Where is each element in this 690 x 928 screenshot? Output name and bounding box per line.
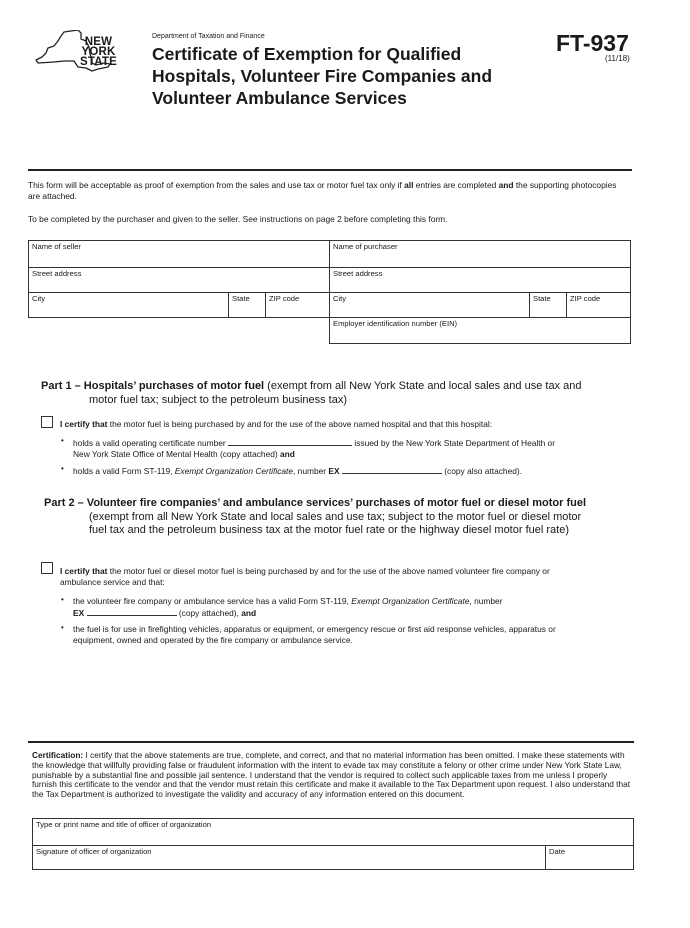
title-line: Hospitals, Volunteer Fire Companies and (152, 66, 493, 86)
form-title (152, 43, 552, 109)
bullet: • (61, 464, 64, 473)
intro-text: the supporting photocopies are attached. (28, 180, 617, 201)
certify-line: ambulance service and that: (60, 576, 165, 587)
bullet-emphasis: and (280, 448, 295, 459)
bullet-emphasis: and (241, 607, 257, 618)
field-label: City (333, 294, 347, 303)
title-line: Certificate of Exemption for Qualified (152, 44, 462, 64)
intro-emphasis: all (404, 180, 414, 190)
bullet-line: the fuel is for use in firefighting vehicles, apparatus or equipment, or emergency rescue or first aid response vehicles, apparatus or (73, 624, 556, 634)
part2-ex-number-field[interactable] (87, 607, 177, 616)
bullet: • (61, 436, 64, 445)
logo-line: STATE (80, 56, 117, 68)
bullet-text: issued by the New York State Department of Health or (354, 438, 556, 448)
certify-emphasis: I certify that (60, 419, 108, 429)
part2-bullet-2 (73, 624, 638, 645)
certification-text: I certify that the above statements are true, complete, and correct, and that no material information has been omitted. I make these statements with the knowledge that willfully providing false or fraudulent information with the intent to evade tax may constitute a felony or other crime under New York State Law, punishable by a substantial fine and possible jail sentence. I understand that the vendor is required to collect such applicable taxes from me unless I properly furnish this certificate to the vendor and that the vendor must retain this certificate and make it available to the Tax Department upon request. I also understand that the Tax Department is authorized to investigate the validity and accuracy of any information entered on this document. (32, 750, 631, 800)
bullet-italic: Exempt Organization Certificate (174, 466, 294, 476)
part1-bullet-2 (73, 465, 522, 477)
field-label: Street address (32, 269, 82, 278)
bullet: • (61, 595, 64, 604)
part2-bullet-1 (73, 596, 503, 618)
intro-paragraph (28, 180, 628, 202)
bullet-line (73, 437, 555, 449)
part1-subtitle: (exempt from all New York State and local sales and use tax and (264, 380, 582, 392)
part1-certify (60, 419, 492, 430)
bullet-line (73, 607, 503, 619)
purchaser-state-field[interactable] (529, 292, 566, 317)
bullet-text: holds a valid operating certificate number (73, 438, 226, 448)
bullet-text: , number (293, 466, 329, 476)
part1-title: Part 1 – Hospitals’ purchases of motor fuel (41, 380, 265, 392)
intro-text: This form will be acceptable as proof of exemption from the sales and use tax or motor fuel tax only if (28, 180, 405, 190)
purchaser-ein-field[interactable] (330, 317, 630, 343)
certify-text: the motor fuel or diesel motor fuel is being purchased by and for the use of the above named volunteer fire company or (107, 566, 550, 576)
field-label: ZIP code (570, 294, 601, 303)
field-label: Type or print name and title of officer of organization (36, 820, 212, 829)
form-revision: (11/18) (605, 54, 630, 63)
bullet-text: (copy attached), (178, 607, 242, 618)
bullet-text: New York State Office of Mental Health (copy attached) (73, 448, 281, 459)
part1-heading-line: motor fuel tax; subject to the petroleum business tax) (89, 393, 348, 406)
part2-certify (60, 566, 635, 587)
part1-heading (41, 380, 631, 407)
certify-emphasis: I certify that (60, 566, 108, 576)
logo-line: NEW (84, 36, 113, 48)
intro-text: entries are completed (413, 180, 499, 190)
part2-title: Part 2 – Volunteer fire companies’ and ambulance services’ purchases of motor fuel or diesel motor fuel (44, 497, 587, 509)
purchaser-name-field[interactable] (330, 241, 630, 267)
field-label: Date (549, 847, 566, 856)
purchaser-box (329, 240, 631, 344)
part2-heading-line: fuel tax and the petroleum business tax at the motor fuel rate or the highway diesel motor fuel rate) (89, 524, 569, 536)
field-label: City (32, 294, 46, 303)
field-label: Street address (333, 269, 383, 278)
certification-rule (28, 741, 634, 743)
date-field[interactable] (545, 845, 633, 869)
officer-name-field[interactable] (33, 819, 633, 845)
part1-heading-line (41, 380, 631, 394)
logo-line: YORK (81, 46, 116, 58)
instructions: To be completed by the purchaser and given to the seller. See instructions on page 2 before completing this form. (28, 214, 448, 224)
purchaser-city-field[interactable] (330, 292, 529, 317)
seller-city-field[interactable] (29, 292, 228, 317)
signature-field[interactable] (33, 845, 545, 869)
certification-statement (32, 751, 634, 800)
field-label: Employer identification number (EIN) (333, 319, 458, 328)
certification-label: Certification: (32, 750, 84, 760)
part1-checkbox[interactable] (41, 416, 53, 428)
header-rule (28, 169, 632, 171)
bullet-emphasis: EX (328, 466, 340, 476)
field-label: State (232, 294, 250, 303)
bullet-emphasis: EX (73, 607, 85, 618)
part2-heading (44, 497, 634, 538)
field-label: ZIP code (269, 294, 300, 303)
bullet-text: the volunteer fire company or ambulance service has a valid Form ST-119, (73, 596, 352, 606)
seller-state-field[interactable] (228, 292, 265, 317)
seller-zip-field[interactable] (265, 292, 329, 317)
field-label: State (533, 294, 551, 303)
department-name: Department of Taxation and Finance (152, 33, 265, 40)
part1-ex-number-field[interactable] (342, 465, 442, 474)
bullet-line: equipment, owned and operated by the fire company or ambulance service. (73, 634, 353, 645)
bullet-text: , number (469, 596, 503, 606)
bullet-text: (copy also attached). (444, 466, 523, 476)
certify-text: the motor fuel is being purchased by and for the use of the above named hospital and that this hospital: (107, 419, 493, 429)
bullet-italic: Exempt Organization Certificate (351, 596, 470, 606)
purchaser-zip-field[interactable] (566, 292, 630, 317)
part2-checkbox[interactable] (41, 562, 53, 574)
certify-line (60, 566, 635, 577)
bullet-line (73, 449, 555, 460)
seller-name-field[interactable] (29, 241, 329, 267)
bullet: • (61, 623, 64, 632)
part1-bullet-1 (73, 437, 555, 459)
seller-street-field[interactable] (29, 267, 329, 292)
intro-emphasis: and (498, 180, 514, 190)
seller-box (28, 240, 330, 318)
bullet-text: holds a valid Form ST-119, (73, 466, 175, 476)
title-line: Volunteer Ambulance Services (152, 88, 407, 108)
officer-box (32, 818, 634, 870)
purchaser-street-field[interactable] (330, 267, 630, 292)
operating-certificate-number-field[interactable] (228, 437, 352, 446)
nys-logo-text (80, 37, 117, 67)
part2-heading-line: (exempt from all New York State and local sales and use tax; subject to the motor fuel or diesel motor (89, 510, 582, 523)
field-label: Name of purchaser (333, 242, 398, 251)
field-label: Name of seller (32, 242, 81, 251)
field-label: Signature of officer of organization (36, 847, 152, 856)
bullet-line (73, 596, 503, 607)
form-number: FT-937 (556, 30, 629, 56)
